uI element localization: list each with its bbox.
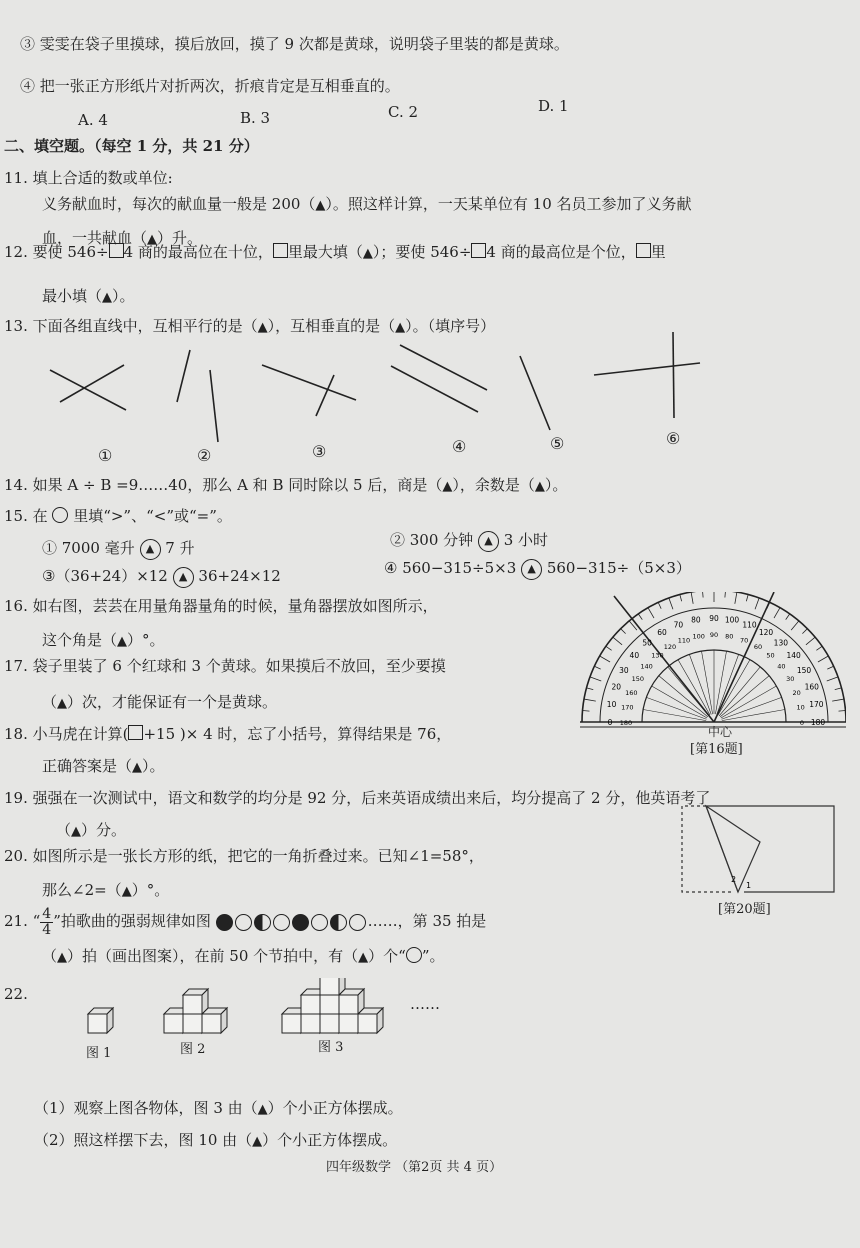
blank-triangle: ▲: [315, 198, 326, 213]
blank-triangle: ▲: [534, 479, 545, 494]
q11-line2: 义务献血时，每次的献血量一般是 200（▲）。照这样计算，一天某单位有 10 名员工参加了义务献: [42, 194, 692, 216]
cube: [183, 989, 208, 1014]
q11-title: 11. 填上合适的数或单位:: [4, 169, 173, 187]
q12-line1: 12. 要使 546÷ 4 商的最高位在十位， 里最大填（▲）；要使 546÷ 4 商的最高位是个位， 里: [4, 242, 666, 264]
protractor-inner-scale-label: 120: [663, 642, 677, 651]
protractor-inner-scale-label: 20: [792, 688, 801, 697]
protractor-outer-scale-label: 60: [657, 627, 667, 637]
square-blank: [128, 725, 143, 740]
q15-item-3: ③（36+24）×12 ▲ 36+24×12: [42, 566, 281, 588]
protractor-tick: [613, 637, 622, 645]
protractor-tick: [669, 598, 673, 609]
blank-triangle: ▲: [147, 232, 158, 247]
protractor-tick: [832, 699, 844, 701]
beat-3: [254, 914, 271, 931]
protractor-inner-scale-label: 140: [640, 662, 653, 671]
weak-beat-circle: [406, 947, 422, 963]
q14: 14. 如果 A ÷ B =9……40，那么 A 和 B 同时除以 5 后，商是（▲），余数是（▲）。: [4, 475, 567, 497]
q22-sub-1: （1）观察上图各物体，图 3 由（▲）个小正方体摆成。: [34, 1098, 403, 1120]
blank-triangle: ▲: [257, 1102, 268, 1117]
square-blank: [109, 243, 124, 258]
choice-b: B. 3: [240, 109, 271, 127]
q11-line3: 血，一共献血（▲）升。: [42, 228, 202, 250]
folded-paper-figure: [676, 800, 840, 900]
protractor-ray: [701, 651, 712, 714]
protractor-tick: [583, 710, 590, 711]
blank-triangle: ▲: [257, 320, 268, 335]
line-pair-6-b: [673, 332, 674, 418]
protractor-inner-scale-label: 50: [766, 651, 775, 660]
protractor-tick: [584, 699, 596, 701]
protractor-tick: [839, 710, 846, 711]
blank-triangle: ▲: [121, 884, 132, 899]
beat-pattern: [216, 912, 368, 930]
protractor-tick: [638, 614, 642, 620]
protractor-tick: [600, 656, 610, 662]
protractor-tick: [691, 592, 693, 604]
protractor-tick: [606, 646, 612, 650]
cube: [320, 978, 345, 995]
beat-2: [235, 914, 252, 931]
protractor-inner-scale-label: 30: [786, 675, 795, 683]
q15-item-2: ② 300 分钟 ▲ 3 小时: [390, 530, 548, 552]
cube: [358, 1008, 383, 1033]
protractor-outer-scale-label: 120: [758, 627, 774, 637]
q19-line1: 19. 强强在一次测试中，语文和数学的均分是 92 分，后来英语成绩出来后，均分提高了 2 分，他英语考了: [4, 789, 711, 807]
protractor-outer-scale-label: 40: [629, 651, 640, 661]
square-blank: [273, 243, 288, 258]
cube: [339, 989, 364, 1014]
blank-triangle: ▲: [102, 290, 113, 305]
choice-d: D. 1: [538, 97, 569, 115]
compare-circle: ▲: [521, 559, 542, 580]
group-label-4: ④: [452, 437, 467, 456]
protractor-center-label: 中心: [708, 725, 733, 739]
q22-number: 22.: [4, 985, 28, 1003]
protractor-inner-scale-label: 90: [709, 631, 719, 639]
line-pair-2-b: [210, 370, 218, 442]
blank-triangle: ▲: [57, 696, 68, 711]
q20-line2: 那么∠2=（▲）°。: [42, 880, 169, 902]
blank-triangle: ▲: [358, 950, 369, 965]
protractor-tick: [802, 629, 807, 634]
line-groups-figure: [0, 330, 720, 465]
protractor-outer-scale-label: 0: [607, 718, 613, 727]
angle-1-label: 1: [746, 881, 752, 890]
protractor-ray: [715, 651, 726, 714]
group-label-5: ⑤: [550, 434, 565, 453]
protractor-ray: [678, 660, 710, 715]
compare-circle: ▲: [478, 531, 499, 552]
figure-16-caption: [第16题]: [690, 742, 743, 757]
q10-option-3: ③ 雯雯在袋子里摸球，摸后放回，摸了 9 次都是黄球，说明袋子里装的都是黄球。: [20, 35, 569, 53]
square-blank: [636, 243, 651, 258]
protractor-inner-scale-label: 10: [796, 703, 805, 712]
beat-1: [216, 914, 233, 931]
fraction-four-four: $\frac{4}{4}$: [42, 905, 52, 938]
page-footer: 四年级数学 （第2页 共 4 页）: [326, 1160, 503, 1175]
figure-20-caption: [第20题]: [718, 902, 771, 917]
protractor-inner-scale-label: 150: [631, 675, 645, 683]
blank-triangle: ▲: [57, 950, 68, 965]
group-label-3: ③: [312, 442, 327, 461]
protractor-inner-scale-label: 100: [692, 632, 705, 641]
choice-a: A. 4: [78, 111, 108, 129]
group-label-6: ⑥: [666, 429, 681, 448]
choice-c: C. 2: [388, 103, 419, 121]
figure-2-label: 图 2: [180, 1042, 206, 1057]
blank-triangle: ▲: [442, 479, 453, 494]
protractor-tick: [680, 594, 682, 601]
circle-blank: [52, 507, 68, 523]
figure-1-label: 图 1: [86, 1046, 112, 1061]
protractor-outer-scale-label: 160: [804, 682, 819, 692]
protractor-inner-scale-label: 40: [777, 662, 786, 671]
protractor-tick: [786, 614, 790, 620]
q18-line2: 正确答案是（▲）。: [42, 756, 165, 778]
beat-7: [330, 914, 347, 931]
blank-triangle: ▲: [71, 824, 82, 839]
protractor-tick: [725, 592, 726, 597]
protractor-outer-scale-label: 10: [606, 699, 617, 709]
protractor-outer-scale-label: 90: [709, 614, 719, 623]
line-5: [520, 356, 550, 430]
protractor-tick: [816, 646, 822, 650]
protractor-tick: [818, 656, 828, 662]
line-pair-2-a: [177, 350, 190, 402]
q16-line1: 16. 如右图，芸芸在用量角器量角的时候，量角器摆放如图所示，: [4, 597, 438, 615]
q21-line1: 21. “ $\frac{4}{4}$ ”拍歌曲的强弱规律如图 ……，第 35 拍是: [4, 905, 487, 938]
protractor-inner-scale-label: 130: [651, 651, 664, 660]
protractor-inner-scale-label: 170: [621, 703, 634, 712]
section-title: 二、填空题。（每空 1 分，共 21 分）: [4, 137, 259, 155]
protractor-outer-scale-label: 170: [809, 699, 824, 709]
cube: [88, 1008, 113, 1033]
blank-triangle: ▲: [252, 1134, 263, 1149]
protractor-tick: [774, 608, 780, 618]
line-pair-4-a: [400, 345, 487, 390]
beat-5: [292, 914, 309, 931]
protractor-tick: [586, 688, 593, 690]
line-pair-1-b: [60, 365, 124, 402]
protractor-tick: [827, 666, 833, 669]
q15-item-1: ① 7000 毫升 ▲ 7 升: [42, 538, 195, 560]
figure-ellipsis: ……: [410, 995, 440, 1013]
protractor-outer-scale-label: 180: [810, 718, 826, 727]
protractor-tick: [702, 592, 703, 597]
blank-triangle: ▲: [117, 634, 128, 649]
protractor-tick: [806, 637, 815, 645]
q13-title: 13. 下面各组直线中，互相平行的是（▲），互相垂直的是（▲）。（填序号）: [4, 316, 495, 338]
q10-option-4: ④ 把一张正方形纸片对折两次，折痕肯定是互相垂直的。: [20, 77, 400, 95]
compare-circle: ▲: [173, 567, 194, 588]
figure-3-label: 图 3: [318, 1040, 344, 1055]
protractor-tick: [658, 602, 661, 608]
protractor-outer-scale-label: 130: [773, 638, 789, 648]
protractor-ray: [643, 709, 706, 720]
q18-line1: 18. 小马虎在计算( +15 )× 4 时，忘了小括号，算得结果是 76，: [4, 725, 452, 743]
protractor-tick: [755, 598, 759, 609]
blank-triangle: ▲: [362, 246, 373, 261]
group-label-2: ②: [197, 446, 212, 465]
protractor-tick: [746, 594, 748, 601]
q16-line2: 这个角是（▲）°。: [42, 630, 165, 652]
q21-line2: （▲）拍（画出图案），在前 50 个节拍中，有（▲）个“ ”。: [42, 946, 444, 968]
line-pair-4-b: [391, 366, 478, 412]
protractor-tick: [594, 666, 600, 669]
beat-8: [349, 914, 366, 931]
line-pair-3-a: [262, 365, 356, 400]
square-blank: [471, 243, 486, 258]
line-pair-1-a: [50, 370, 126, 410]
protractor-inner-scale-label: 0: [799, 719, 805, 727]
q20-line1: 20. 如图所示是一张长方形的纸，把它的一角折叠过来。已知∠1=58°，: [4, 847, 484, 865]
q19-line2: （▲）分。: [56, 820, 126, 842]
protractor-outer-scale-label: 70: [673, 620, 684, 630]
protractor-outer-scale-label: 20: [611, 682, 622, 692]
q15-item-4: ④ 560−315÷5×3 ▲ 560−315÷（5×3）: [384, 558, 691, 580]
protractor-ray: [722, 709, 785, 720]
protractor-tick: [827, 677, 838, 681]
line-pair-6-a: [594, 363, 700, 375]
protractor-tick: [791, 621, 799, 630]
blank-triangle: ▲: [132, 760, 143, 775]
group-label-1: ①: [98, 446, 113, 465]
protractor-outer-scale-label: 100: [724, 615, 740, 625]
protractor-inner-scale-label: 70: [739, 636, 749, 645]
protractor-tick: [590, 677, 601, 681]
beat-6: [311, 914, 328, 931]
q17-line1: 17. 袋子里装了 6 个红球和 3 个黄球。如果摸后不放回，至少要摸: [4, 657, 446, 675]
protractor-tick: [735, 592, 737, 604]
protractor-outer-scale-label: 150: [796, 666, 812, 675]
protractor-tick: [648, 608, 654, 618]
q12-line2: 最小填（▲）。: [42, 286, 135, 308]
protractor-inner-scale-label: 60: [753, 642, 763, 651]
protractor-tick: [621, 629, 626, 634]
protractor-inner-scale-label: 160: [625, 688, 638, 697]
protractor-outer-scale-label: 110: [742, 620, 757, 630]
cube: [202, 1008, 227, 1033]
compare-circle: ▲: [140, 539, 161, 560]
protractor-outer-scale-label: 140: [786, 651, 801, 661]
protractor-inner-scale-label: 110: [677, 636, 691, 645]
protractor-ray: [718, 660, 750, 715]
q15-title: 15. 在 里填“>”、“<”或“=”。: [4, 507, 232, 525]
blank-triangle: ▲: [395, 320, 406, 335]
protractor-outer-scale-label: 50: [642, 638, 652, 648]
q22-sub-2: （2）照这样摆下去，图 10 由（▲）个小正方体摆成。: [34, 1130, 397, 1152]
protractor-inner-scale-label: 180: [619, 719, 633, 727]
protractor-outer-scale-label: 80: [691, 615, 701, 625]
line-pair-3-b: [316, 375, 334, 416]
protractor-tick: [835, 688, 842, 690]
protractor-inner-scale-label: 80: [725, 632, 734, 641]
angle-2-label: 2: [731, 875, 737, 884]
protractor-outer-scale-label: 30: [619, 666, 629, 675]
angle-ray-right: [714, 592, 774, 722]
q17-line2: （▲）次，才能保证有一个是黄球。: [42, 692, 277, 714]
beat-4: [273, 914, 290, 931]
